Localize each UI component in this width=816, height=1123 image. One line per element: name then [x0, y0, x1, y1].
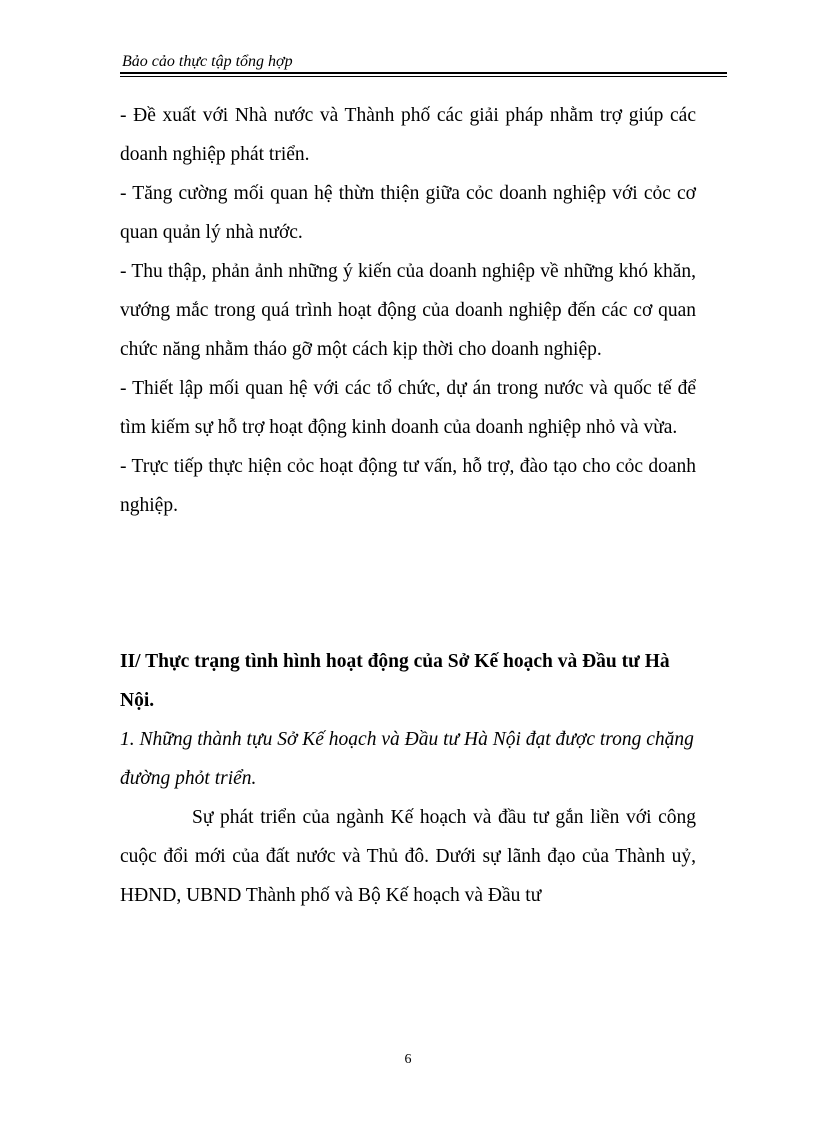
bullet-paragraph: - Thiết lập mối quan hệ với các tổ chức, dự án trong nước và quốc tế để tìm kiếm sự hỗ trợ hoạt động kinh doanh của doanh nghiệp nhỏ và vừa.	[120, 378, 696, 438]
body-paragraph: Sự phát triển của ngành Kế hoạch và đầu tư gắn liền với công cuộc đổi mới của đất nước và Thủ đô. Dưới sự lãnh đạo của Thành uỷ, HĐND, UBND Thành phố và Bộ Kế hoạch và Đầu tư	[120, 807, 696, 906]
section-heading: II/ Thực trạng tình hình hoạt động của Sở Kế hoạch và Đầu tư Hà Nội.	[120, 651, 670, 711]
bullet-paragraph: - Tăng cường mối quan hệ thừn thiện giữa cỏc doanh nghiệp với cỏc cơ quan quản lý nhà nước.	[120, 183, 696, 243]
bullet-paragraph: - Trực tiếp thực hiện cỏc hoạt động tư vấn, hỗ trợ, đào tạo cho cỏc doanh nghiệp.	[120, 456, 696, 516]
bullet-paragraph: - Đề xuất với Nhà nước và Thành phố các giải pháp nhằm trợ giúp các doanh nghiệp phát triển.	[120, 105, 696, 165]
header-rule-thin	[120, 76, 727, 77]
section-spacer	[120, 525, 696, 642]
page-number: 6	[404, 1052, 412, 1067]
page-header	[120, 52, 727, 77]
header-rule-thick	[120, 72, 727, 74]
page-content	[120, 96, 696, 915]
bullet-paragraph: - Thu thập, phản ảnh những ý kiến của doanh nghiệp về những khó khăn, vướng mắc trong quá trình hoạt động của doanh nghiệp đến các cơ quan chức năng nhằm tháo gỡ một cách kịp thời cho doanh nghiệp.	[120, 261, 696, 360]
header-title: Bảo cảo thực tập tổng hợp	[122, 53, 293, 70]
subsection-heading: 1. Những thành tựu Sở Kế hoạch và Đầu tư Hà Nội đạt được trong chặng đường phỏt triển.	[120, 729, 694, 789]
